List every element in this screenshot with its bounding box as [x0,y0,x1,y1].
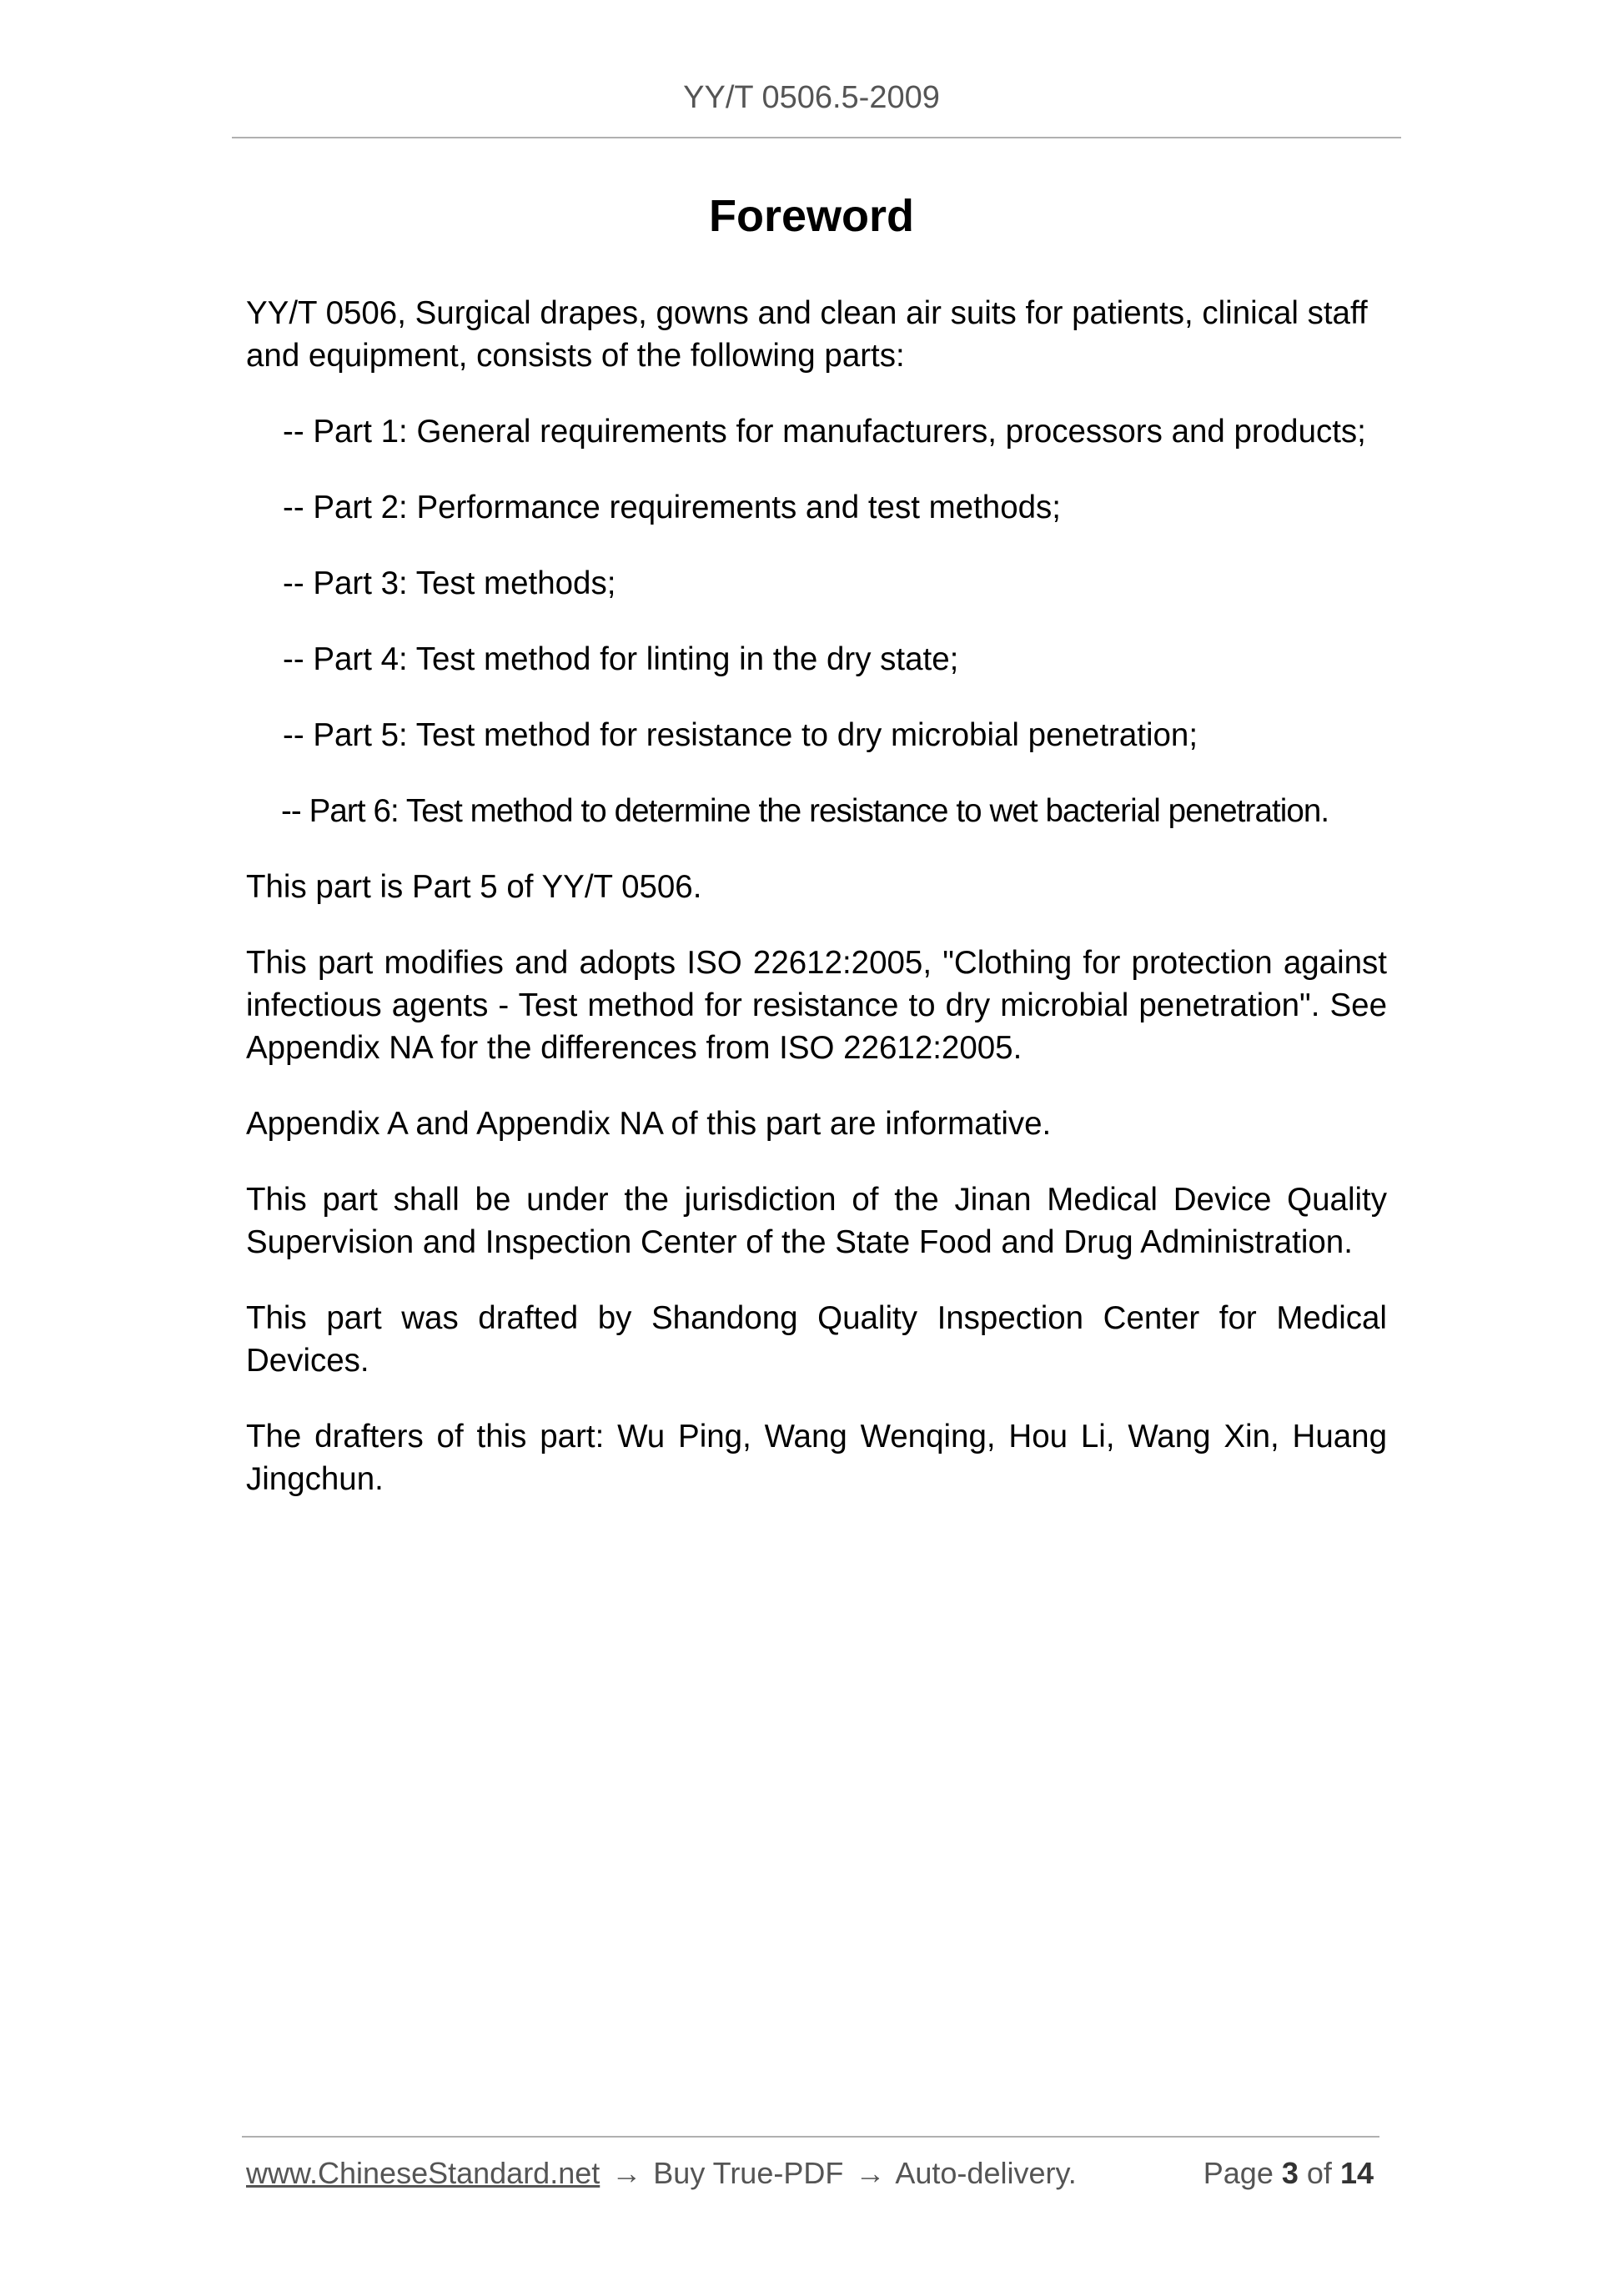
footer-promo [246,2156,1077,2191]
intro-paragraph: YY/T 0506, Surgical drapes, gowns and clean air suits for patients, clinical staff and equipment, consists of the following parts: [246,295,1368,374]
page-label: Page [1203,2156,1274,2190]
list-item-part-5: -- Part 5: Test method for resistance to dry microbial penetration; [283,717,1198,753]
delivery-text: Auto-delivery. [895,2156,1077,2190]
website-link[interactable]: www.ChineseStandard.net [246,2156,600,2190]
page-current: 3 [1281,2156,1299,2190]
page-title: Foreword [708,191,914,241]
page-number [1203,2156,1374,2191]
drafters-paragraph: The drafters of this part: Wu Ping, Wang Wenqing, Hou Li, Wang Xin, Huang Jingchun. [246,1419,1387,1497]
list-item-part-1: -- Part 1: General requirements for manufacturers, processors and products; [283,414,1366,450]
document-body [246,292,1387,1534]
page-total: 14 [1339,2156,1374,2190]
document-code-header: YY/T 0506.5-2009 [683,80,940,115]
arrow-right-icon: → [855,2156,886,2190]
header-divider [232,137,1401,138]
footer-divider [242,2136,1379,2138]
drafting-unit-paragraph: This part was drafted by Shandong Quality Inspection Center for Medical Devices. [246,1300,1387,1379]
part-number-paragraph: This part is Part 5 of YY/T 0506. [246,869,702,905]
arrow-right-icon: → [611,2156,642,2190]
of-label: of [1306,2156,1332,2190]
parts-list [246,410,1387,832]
list-item-part-4: -- Part 4: Test method for linting in the dry state; [283,641,959,677]
adoption-paragraph: This part modifies and adopts ISO 22612:2005, "Clothing for protection against infectious agents - Test method for resistance to dry microbial penetration". See Appendix NA for the differences from ISO 22612:2005. [246,945,1387,1066]
list-item-part-3: -- Part 3: Test methods; [283,565,616,601]
buy-text: Buy True-PDF [653,2156,844,2190]
jurisdiction-paragraph: This part shall be under the jurisdiction of the Jinan Medical Device Quality Supervision and Inspection Center of the State Food and Drug Administration. [246,1182,1387,1260]
list-item-part-2: -- Part 2: Performance requirements and test methods; [283,490,1061,525]
list-item-part-6: -- Part 6: Test method to determine the resistance to wet bacterial penetration. [281,793,1329,829]
appendix-paragraph: Appendix A and Appendix NA of this part are informative. [246,1106,1052,1142]
